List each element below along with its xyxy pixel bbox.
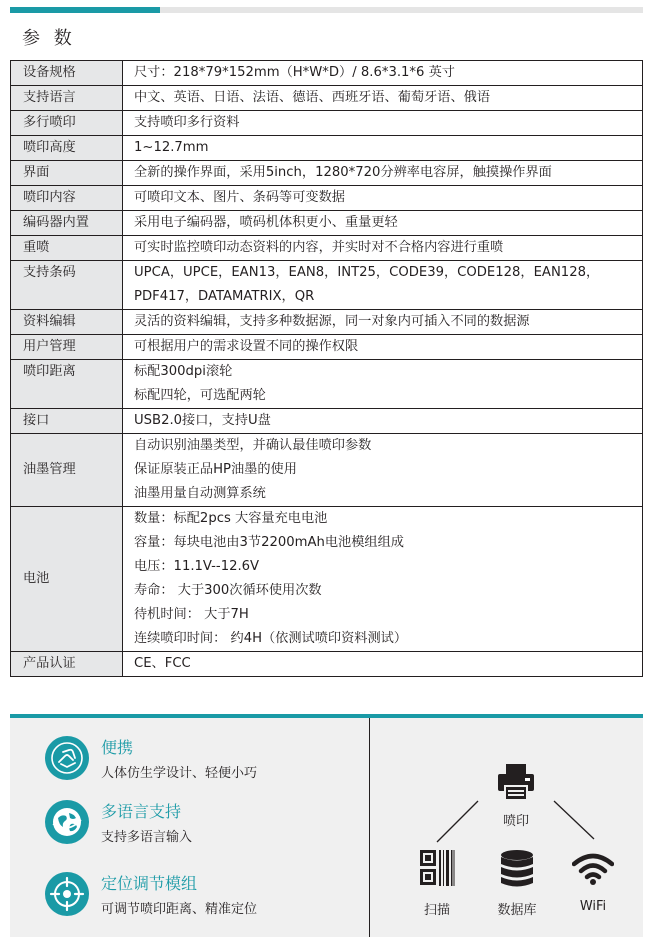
spec-value xyxy=(123,652,643,677)
diagram-node-label: 扫描 xyxy=(423,903,450,918)
wifi-icon xyxy=(572,852,614,886)
spec-value xyxy=(123,211,643,236)
spec-value xyxy=(123,61,643,86)
crosshair-icon xyxy=(45,872,89,916)
spec-label: 编码器内置 xyxy=(11,211,123,236)
spec-value-line: 寿命： 大于300次循环使用次数 xyxy=(134,583,322,598)
spec-label: 接口 xyxy=(11,409,123,434)
spec-value xyxy=(123,86,643,111)
spec-table xyxy=(10,60,643,677)
page-title: 参 数 xyxy=(22,28,76,49)
spec-value-line: 全新的操作界面，采用5inch，1280*720分辨率电容屏，触摸操作界面 xyxy=(134,165,552,180)
barcode-scan-icon xyxy=(419,849,455,887)
top-accent-segment xyxy=(10,7,160,13)
spec-value-line: 可喷印文本、图片、条码等可变数据 xyxy=(134,190,345,205)
globe-icon xyxy=(45,800,89,844)
spec-value-line: 保证原装正品HP油墨的使用 xyxy=(134,462,297,477)
spec-value-line: USB2.0接口，支持U盘 xyxy=(134,413,271,428)
spec-value-line: 标配300dpi滚轮 xyxy=(134,364,233,379)
spec-row xyxy=(11,186,643,211)
spec-value xyxy=(123,236,643,261)
feature-panel xyxy=(10,714,643,937)
spec-label: 喷印内容 xyxy=(11,186,123,211)
spec-row xyxy=(11,652,643,677)
feature-title: 便携 xyxy=(101,738,134,757)
spec-row xyxy=(11,86,643,111)
spec-value xyxy=(123,335,643,360)
feature-multilanguage xyxy=(45,800,365,850)
feature-portable xyxy=(45,736,365,786)
spec-value-line: 支持喷印多行资料 xyxy=(134,115,240,130)
spec-value-line: 数量：标配2pcs 大容量充电电池 xyxy=(134,511,328,526)
feature-title: 多语言支持 xyxy=(101,802,182,821)
spec-value-line: PDF417，DATAMATRIX，QR xyxy=(134,289,315,304)
feature-panel-divider xyxy=(369,718,370,937)
spec-label: 支持条码 xyxy=(11,261,123,310)
spec-row xyxy=(11,409,643,434)
spec-value-line: 标配四轮，可选配两轮 xyxy=(134,388,266,403)
spec-value-line: 灵活的资料编辑，支持多种数据源，同一对象内可插入不同的数据源 xyxy=(134,314,530,329)
hand-icon xyxy=(45,736,89,780)
spec-label: 设备规格 xyxy=(11,61,123,86)
spec-value-line: 可根据用户的需求设置不同的操作权限 xyxy=(134,339,359,354)
spec-value xyxy=(123,261,643,310)
spec-label: 电池 xyxy=(11,507,123,652)
diagram-node-label: 数据库 xyxy=(497,903,537,918)
spec-row xyxy=(11,211,643,236)
diagram-node-label: WiFi xyxy=(579,899,607,914)
spec-value xyxy=(123,111,643,136)
spec-label: 喷印高度 xyxy=(11,136,123,161)
feature-desc: 可调节喷印距离、精准定位 xyxy=(101,902,258,917)
spec-value xyxy=(123,136,643,161)
spec-value-line: 中文、英语、日语、法语、德语、西班牙语、葡萄牙语、俄语 xyxy=(134,90,491,105)
spec-value-line: 可实时监控喷印动态资料的内容，并实时对不合格内容进行重喷 xyxy=(134,240,504,255)
spec-value-line: CE、FCC xyxy=(134,656,191,671)
database-icon xyxy=(500,849,534,889)
spec-row xyxy=(11,236,643,261)
spec-row xyxy=(11,507,643,652)
spec-row xyxy=(11,310,643,335)
spec-label: 产品认证 xyxy=(11,652,123,677)
spec-label: 支持语言 xyxy=(11,86,123,111)
spec-value-line: 自动识别油墨类型，并确认最佳喷印参数 xyxy=(134,438,372,453)
spec-label: 重喷 xyxy=(11,236,123,261)
spec-row xyxy=(11,61,643,86)
feature-title: 定位调节模组 xyxy=(101,874,198,893)
spec-row xyxy=(11,335,643,360)
feature-positioning xyxy=(45,872,365,922)
spec-value-line: UPCA，UPCE，EAN13，EAN8，INT25，CODE39，CODE128，EAN128， xyxy=(134,265,600,280)
feature-desc: 人体仿生学设计、轻便小巧 xyxy=(101,766,258,781)
printer-icon xyxy=(496,762,536,802)
connectivity-diagram xyxy=(379,718,643,937)
spec-value-line: 容量：每块电池由3节2200mAh电池模组组成 xyxy=(134,535,404,550)
spec-value-line: 1~12.7mm xyxy=(134,140,209,155)
spec-value xyxy=(123,507,643,652)
spec-label: 资料编辑 xyxy=(11,310,123,335)
spec-value xyxy=(123,310,643,335)
spec-value-line: 连续喷印时间： 约4H（依测试喷印资料测试） xyxy=(134,631,408,646)
spec-row xyxy=(11,261,643,310)
spec-value-line: 电压：11.1V--12.6V xyxy=(134,559,260,574)
spec-value-line: 待机时间： 大于7H xyxy=(134,607,249,622)
spec-row xyxy=(11,111,643,136)
spec-label: 油墨管理 xyxy=(11,434,123,507)
spec-row xyxy=(11,136,643,161)
spec-label: 界面 xyxy=(11,161,123,186)
spec-value xyxy=(123,409,643,434)
spec-value xyxy=(123,186,643,211)
spec-label: 喷印距离 xyxy=(11,360,123,409)
top-accent-bar xyxy=(10,7,643,13)
spec-value-line: 尺寸：218*79*152mm（H*W*D）/ 8.6*3.1*6 英寸 xyxy=(134,65,455,80)
spec-row xyxy=(11,161,643,186)
spec-value-line: 采用电子编码器，喷码机体积更小、重量更轻 xyxy=(134,215,398,230)
spec-value xyxy=(123,434,643,507)
spec-label: 用户管理 xyxy=(11,335,123,360)
spec-value xyxy=(123,161,643,186)
feature-desc: 支持多语言输入 xyxy=(101,830,193,845)
spec-value-line: 油墨用量自动测算系统 xyxy=(134,486,266,501)
spec-row xyxy=(11,434,643,507)
spec-row xyxy=(11,360,643,409)
spec-label: 多行喷印 xyxy=(11,111,123,136)
spec-value xyxy=(123,360,643,409)
diagram-center-label: 喷印 xyxy=(502,814,529,829)
